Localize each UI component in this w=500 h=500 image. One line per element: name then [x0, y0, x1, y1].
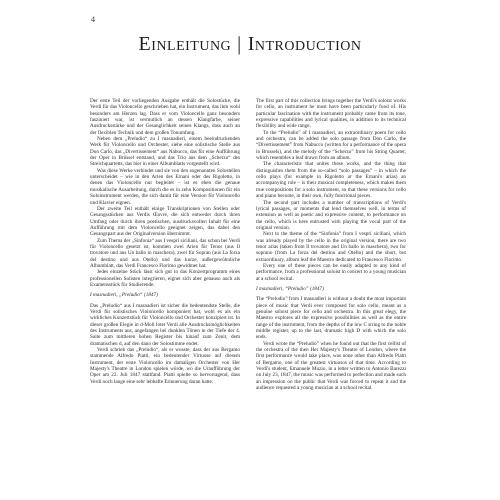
- german-column: [90, 98, 240, 488]
- english-paragraph: Next to the theme of the “Sinfonia” from I vespri siciliani, which was already played by the cello in the original version, there are two tenor arias (taken from Il trovatore and Un ballo in maschera), two for soprano (from La forza del destino and Otello) and the short, but extraordinary, album leaf the Maestro dedicated to Francesco Florimo.: [256, 231, 406, 263]
- german-paragraph: Das „Preludio“ aus I masnadieri ist sicher die bedeutendste Stelle, die Verdi für solistisches Violoncello komponiert hat, wohl es als ein wirkliches Konzertstück für Violoncello und Orchester konzipiert ist. In dieser großen Elegie in d-Moll lotet Verdi alle Ausdrucksmöglichkeiten des Instruments aus, angefangen bei dunklen Tönen in der Tiefe der 4. Saite zum mittleren hohen Register bis hinauf zum Zenit, dem dramatischen d, auf den dann der Solostimme endet.: [90, 302, 240, 347]
- title-german: Einleitung: [138, 33, 232, 55]
- german-section-heading: I masnadieri, „Preludio“ (1847): [90, 292, 158, 299]
- german-paragraph: Jedes einzelne Stück lässt sich gut in das Konzertprogramm eines professionellen Solisten integrieren, eignet sich aber genauso auch als Examensstück für Studierende.: [90, 269, 240, 288]
- german-paragraph: Zum Thema der „Sinfonia“ aus I vespri siciliani, das schon bei Verdi für Violoncello gesetzt ist, kommen zwei Arien für Tenor (aus Il trovatore und aus Un ballo in maschera), zwei für Sopran (aus La forza del destino und aus Otello) und das kurze, außergewöhnliche Albumblatt, das Verdi Francesco Florimo gewidmet hat.: [90, 237, 240, 269]
- english-section-heading: I masnadieri, “Preludio” (1847): [256, 285, 324, 292]
- german-paragraph: Neben dem „Preludio“ zu I masnadieri, einem beeindruckenden Werk für Violoncello und Orchester, siehe eine solistische Stelle aus Don Carlo, das „Divertissement“ aus Nabucco, das für eine Aufführung der Oper in Brüssel entstand, und das Trio aus dem „Scherzo“ des Streichquartetts, das hier in einer Albumblatts vorgestellt wird.: [90, 136, 240, 168]
- english-paragraph: The second part includes a number of transcriptions of Verdi's lyrical passages, or moments that lend themselves well, in terms of extension as well as poetic and expressive content, to performance on the cello, which is here entrusted with playing the vocal part of the original version.: [256, 199, 406, 231]
- english-paragraph: The “Preludio” from I masnadieri is without a doubt the most important piece of music that Verdi ever composed for solo cello, meant as a genuine soloist piece for cello and orchestra. In this great elegy, the Maestro explores all the expressive possibilities as well as the entire range of the instrument, from the depths of the low C string to the noble middle register, up to the last, dramatic high D with which the solo ends.: [256, 296, 406, 341]
- english-paragraph: Every one of these pieces can be easily adapted to any kind of performance, from a professional soloist in concert to a young musician at a school recital.: [256, 262, 406, 282]
- page-number: 4: [91, 15, 95, 24]
- german-paragraph: Was diese Werke verbindet und sie von den sogenannten Solostellen unterscheidet – wie in den Arien des Ernani oder des Rigoletto, in denen das Violoncello nur begleitet – ist es eben die genaue musikalische Ausarbeitung, durch die es in zehn Kompositionen für ein Soloinstrument werden, die sich damit für eine Version für Violoncello und Klavier eignen.: [90, 167, 240, 206]
- english-paragraph: The characteristic that unites these works, and the thing that distinguishes them from the so-called “solo passages” – in which the cello plays (for example in Rigoletto or the Ernani's arias) an accompanying role – is their musical completeness, which makes them true compositions for a solo instrument, so that these versions for cello and piano become, in their own, fully functional pieces.: [256, 161, 406, 200]
- english-paragraph: To the “Preludio” of I masnadieri, an extraordinary poem for cello and orchestra, can be added the solo passage from Don Carlo, the “Divertissement” from Nabucco (written for a performance of the opera in Brussels), and the melody of the “Scherzo” from his String Quartet, which resembles a leaf drawn from an album.: [256, 129, 406, 162]
- english-column: [256, 98, 406, 488]
- english-paragraph: Verdi wrote the “Preludio” when he found out that the first cellist of the orchestra of the then Her Majesty's Theatre of London, where the first performance would take place, was none other than Alfredo Piatti of Bergamo, one of the greatest virtuosos of that time. According to Verdi's student, Emanuele Muzio, in a letter written to Antonio Barezzi on July 23, 1847, the music was performed to perfection and made such an impression on the public that Verdi was forced to repeat it and the audience requested a young musician at a school recital.: [256, 340, 406, 392]
- english-paragraph: The first part of this collection brings together the Verdi's soloist works for cello, an instrument he must have been particularly fond of. His particular fascination with the instrument probably came from its tone, expressive capabilities and lyrical qualities, in addition to its technical flexibility and wide range.: [256, 98, 406, 130]
- german-paragraph: Der erste Teil der vorliegenden Ausgabe enthält die Solostücke, die Verdi für das Violoncello geschrieben hat, ein Instrument, das ihm wohl besonders am Herzen lag. Dass er vom Violoncello ganz besonders fasziniert war, ist vermutlich an dessen Klangfarbe, seiner Ausdrucksstärke und der Gesanglichkeit seines Klangs, dass auch an der flexiblen Technik und dem großen Tonumfang.: [90, 98, 240, 136]
- page-title: [0, 33, 500, 56]
- title-english: Introduction: [247, 33, 362, 55]
- title-separator: |: [237, 33, 242, 55]
- german-paragraph: Verdi schrieb das „Preludio“, als er wusste, dass der aus Bergamo stammende Alfredo Piatti, ein bedeutender Virtuose auf diesem Instrument, der erste Violoncello im damaligen Orchester von Her Majesty's Theatre in London spielen würde, wo die Uraufführung der Oper am 22. Juli 1847 stattfand. Piatti spielte so hervorragend, dass Verdi noch lange eine sehr lebhafte Erinnerung daran hatte.: [90, 347, 240, 385]
- german-paragraph: Der zweite Teil enthält einige Transkriptionen von Stellen oder Gesangsstücken aus Verdis Œuvre, die sich entweder durch ihren Umfang oder durch ihren poetischen, ausdrucksvollen Inhalt für eine Aufführung mit dem Violoncello geeignet zeigen, das dabei den Gesangspart aus der Originalversion übernimmt.: [90, 205, 240, 238]
